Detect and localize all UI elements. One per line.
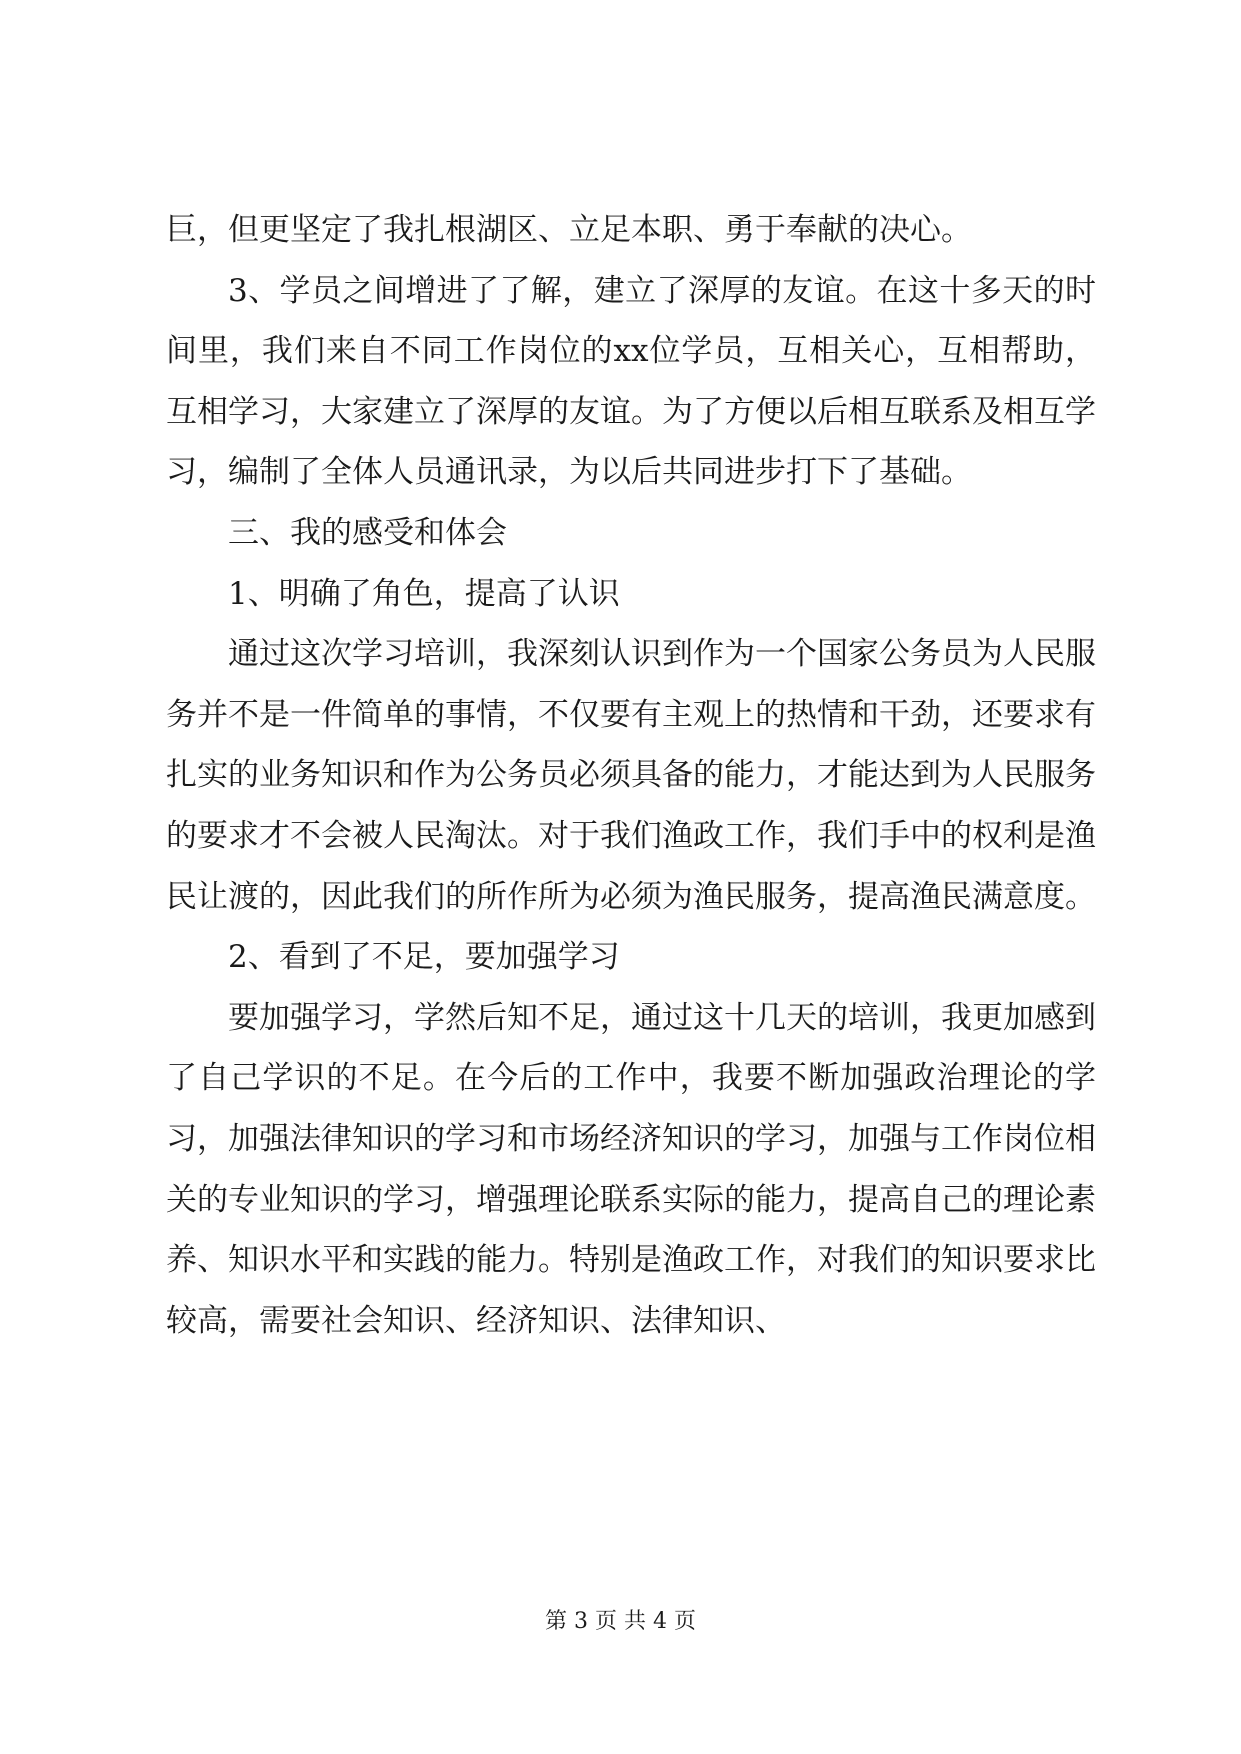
section-heading-feelings: 三、我的感受和体会	[228, 514, 507, 551]
document-body	[166, 200, 1096, 1351]
paragraph-continuation: 巨，但更坚定了我扎根湖区、立足本职、勇于奉献的决心。	[166, 212, 972, 248]
page-footer: 第 3 页 共 4 页	[545, 1609, 696, 1634]
paragraph-strengthen-learning: 要加强学习，学然后知不足，通过这十几天的培训，我更加感到了自己学识的不足。在今后的工作中，我要不断加强政治理论的学习，加强法律知识的学习和市场经济知识的学习，加强与工作岗位相关的专业知识的学习，增强理论联系实际的能力，提高自己的理论素养、知识水平和实践的能力。特别是渔政工作，对我们的知识要求比较高，需要社会知识、经济知识、法律知识、	[166, 999, 1096, 1339]
subheading-role-awareness: 1、明确了角色，提高了认识	[228, 575, 620, 612]
paragraph-classmates-friendship: 3、学员之间增进了了解，建立了深厚的友谊。在这十多天的时间里，我们来自不同工作岗位的xx位学员，互相关心，互相帮助，互相学习，大家建立了深厚的友谊。为了方便以后相互联系及相互学习，编制了全体人员通讯录，为以后共同进步打下了基础。	[166, 272, 1096, 491]
paragraph-role-awareness: 通过这次学习培训，我深刻认识到作为一个国家公务员为人民服务并不是一件简单的事情，不仅要有主观上的热情和干劲，还要求有扎实的业务知识和作为公务员必须具备的能力，才能达到为人民服务的要求才不会被人民淘汰。对于我们渔政工作，我们手中的权利是渔民让渡的，因此我们的所作所为必须为渔民服务，提高渔民满意度。	[166, 636, 1096, 915]
subheading-strengthen-learning: 2、看到了不足，要加强学习	[228, 939, 620, 976]
